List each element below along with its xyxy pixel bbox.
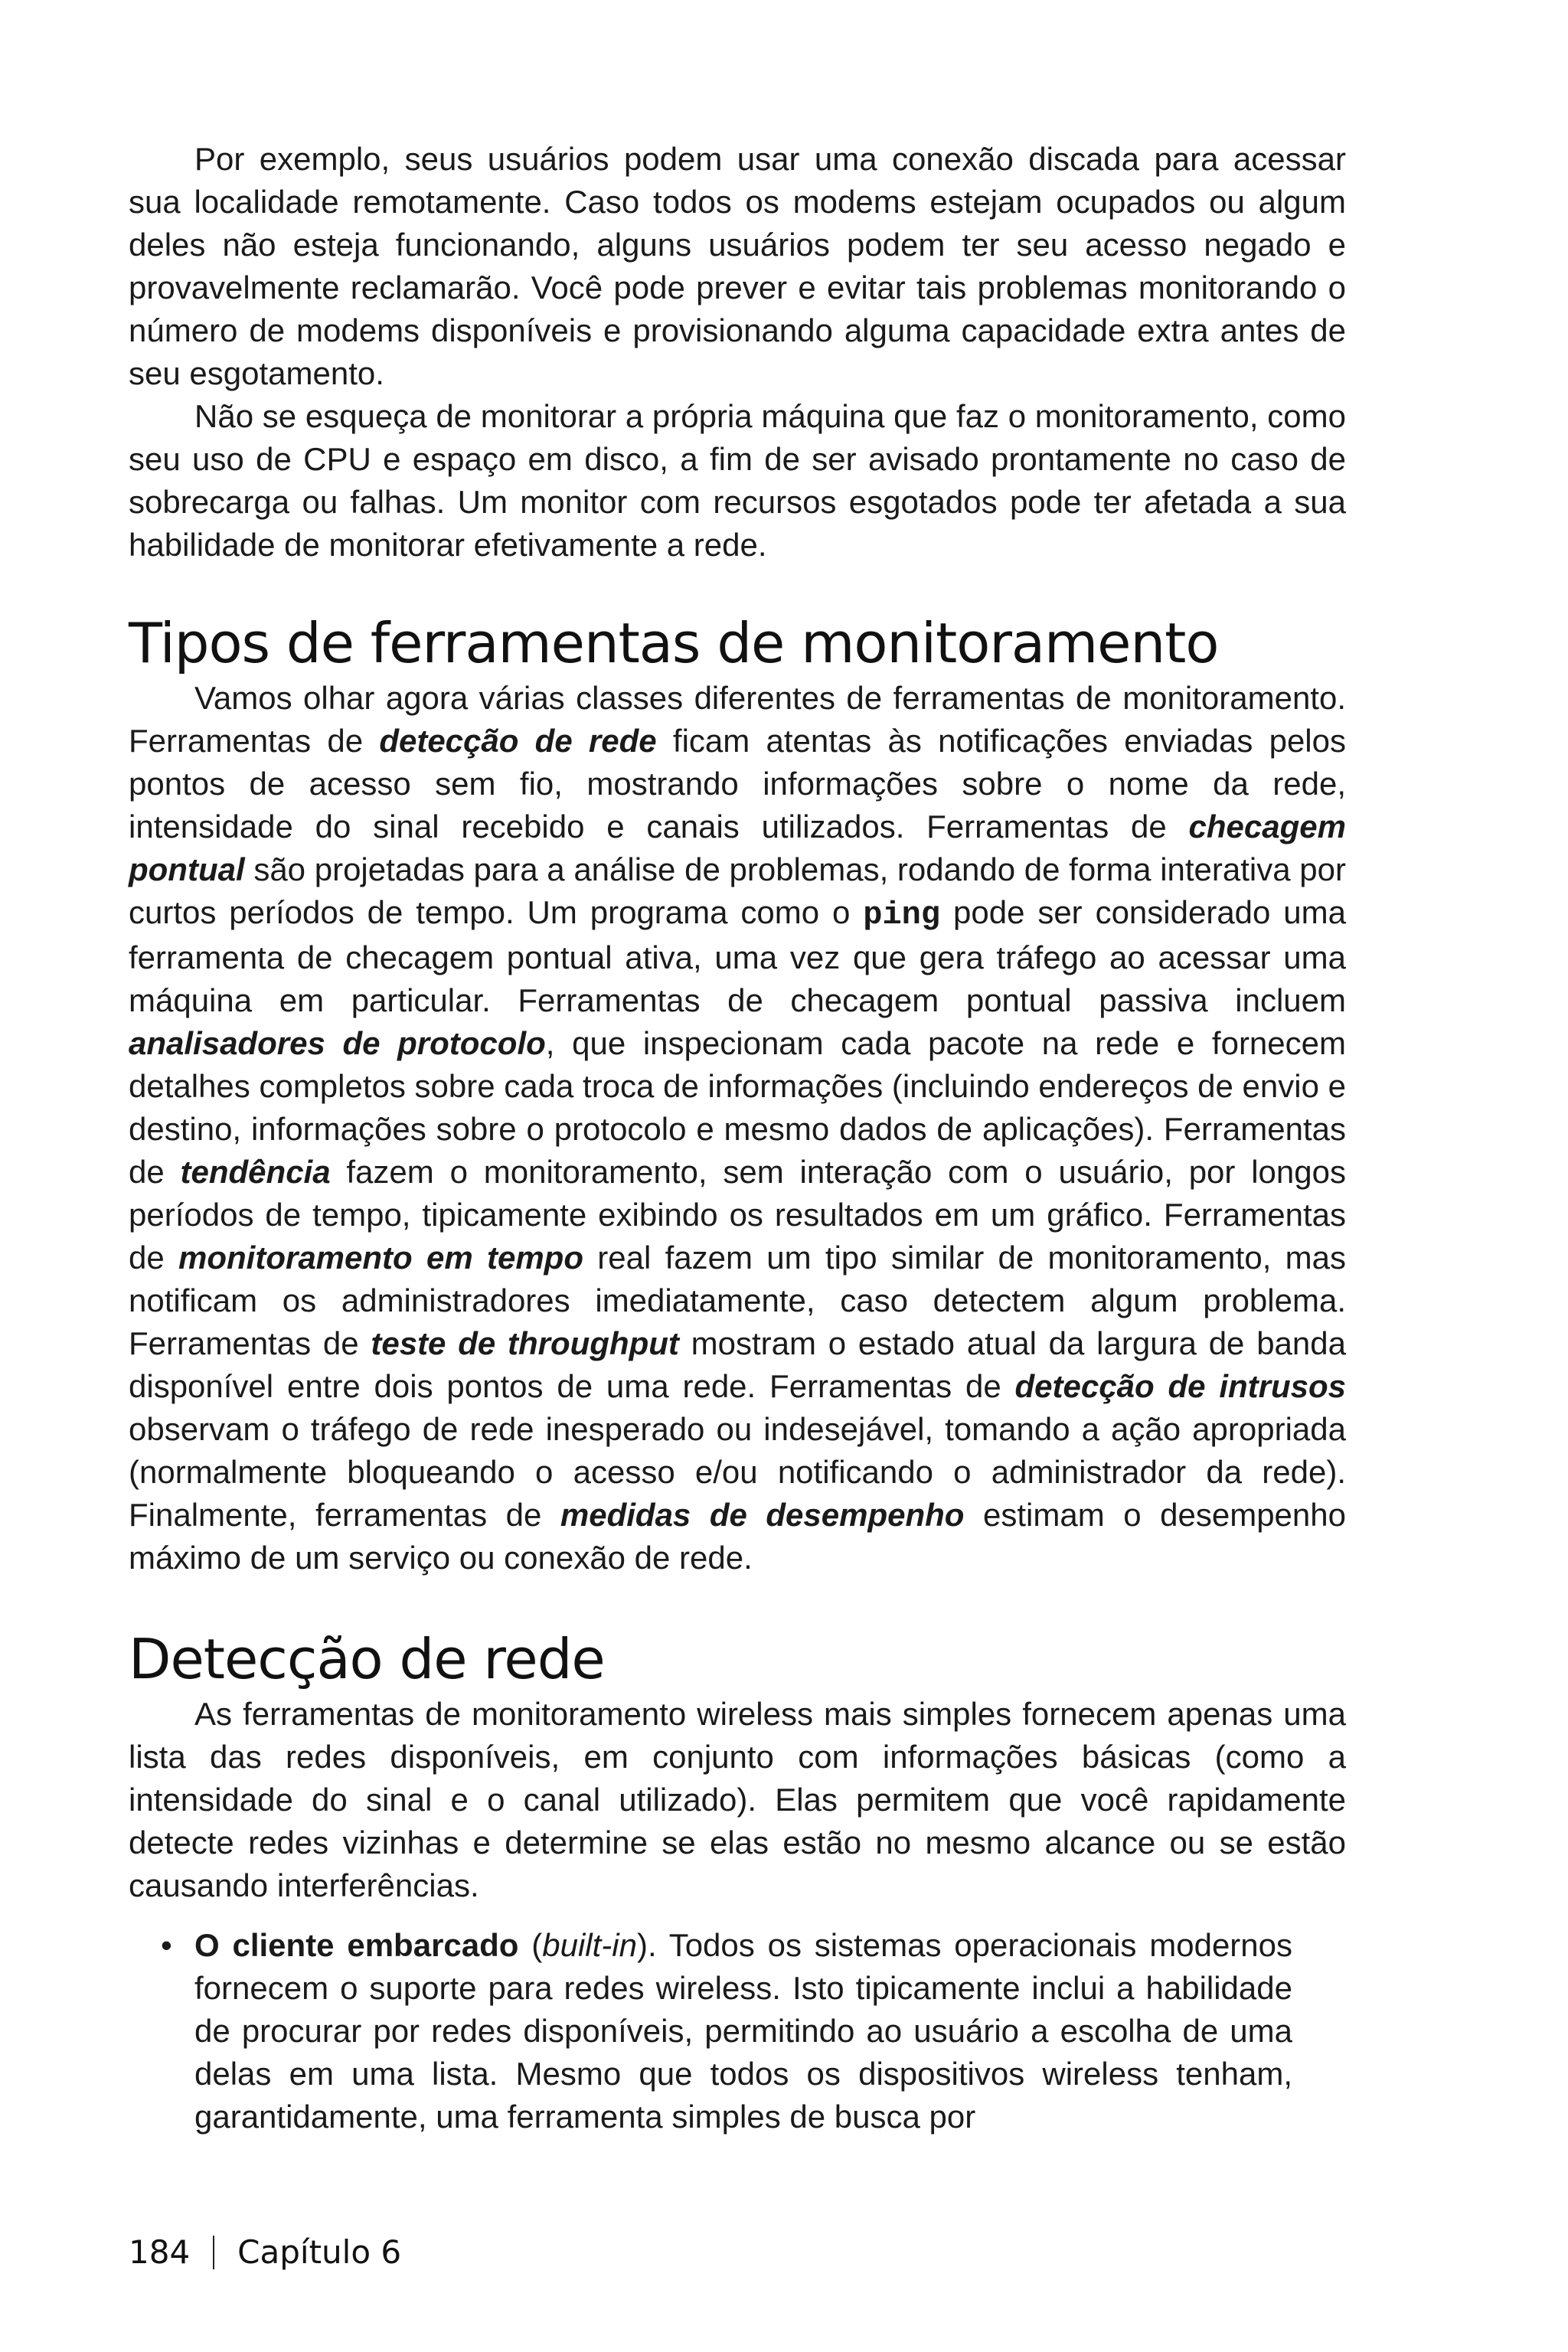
page-number: 184 (129, 2233, 191, 2271)
bullet-icon: • (161, 1927, 172, 1963)
bullet-text: Todos os sistemas operacionais modernos fornecem o suporte para redes wireless. Isto tipicamente inclui a habilidade de procurar por redes disponíveis, permitindo ao usuário a escolha de uma delas em uma lista. Mesmo que todos os dispositivos wireless tenham, garantidamente, uma ferramenta simples de busca por (194, 1927, 1293, 2135)
section-heading-monitoring-tools: Tipos de ferramentas de monitoramento (129, 611, 1219, 675)
text-run: ). (636, 1927, 669, 1963)
text-run: são projetadas para a análise de problemas, rodando de forma interativa por curtos períodos de tempo. Um programa como o (129, 851, 1346, 930)
term-intrusion-detection: detecção de intrusos (1014, 1368, 1347, 1404)
text-run: estimam o desempenho máximo de um serviço ou conexão de rede. (129, 1497, 1346, 1576)
intro-paragraph-2: Não se esqueça de monitorar a própria máquina que faz o monitoramento, como seu uso de CPU e espaço em disco, a fim de ser avisado prontamente no caso de sobrecarga ou falhas. Um monitor com recursos esgotados pode ter afetada a sua habilidade de monitorar efetivamente a rede. (129, 398, 1346, 563)
page-footer (129, 2231, 401, 2274)
page-body (129, 138, 1346, 2138)
term-throughput-test: teste de throughput (371, 1325, 679, 1361)
text-run: ( (518, 1927, 543, 1963)
text-run: fazem o monitoramento, sem interação com o usuário, por longos períodos de tempo, tipicamente exibindo os resultados em um gráfico. Ferramentas de (129, 1154, 1346, 1276)
term-protocol-analyzers: analisadores de protocolo (129, 1025, 546, 1061)
chapter-label: Capítulo 6 (237, 2233, 402, 2271)
intro-paragraph-1: Por exemplo, seus usuários podem usar uma conexão discada para acessar sua localidade remotamente. Caso todos os modems estejam ocupados ou algum deles não esteja funcionando, alguns usuários podem ter seu acesso negado e provavelmente reclamarão. Você pode prever e evitar tais problemas monitorando o número de modems disponíveis e provisionando alguma capacidade extra antes de seu esgotamento. (129, 141, 1346, 391)
footer-divider (213, 2236, 214, 2269)
term-network-detection: detecção de rede (379, 723, 657, 759)
monitoring-tools-paragraph (129, 677, 1346, 1579)
text-run: observam o tráfego de rede inesperado ou indesejável, tomando a ação apropriada (normalmente bloqueando o acesso e/ou notificando o administrador da rede). Finalmente, ferramentas de (129, 1411, 1346, 1533)
text-run: ficam atentas às notificações enviadas pelos pontos de acesso sem fio, mostrando informações sobre o nome da rede, intensidade do sinal recebido e canais utilizados. Ferramentas de (129, 723, 1346, 844)
code-ping: ping (863, 897, 941, 933)
text-run: mostram o estado atual da largura de banda disponível entre dois pontos de uma rede. Ferramentas de (129, 1325, 1346, 1404)
text-run: pode ser considerado uma ferramenta de checagem pontual ativa, uma vez que gera tráfego ao acessar uma máquina em particular. Ferramentas de checagem pontual passiva incluem (129, 894, 1346, 1018)
bullet-term-italic: built-in (542, 1927, 637, 1963)
network-detection-paragraph: As ferramentas de monitoramento wireless mais simples fornecem apenas uma lista das redes disponíveis, em conjunto com informações básicas (como a intensidade do sinal e o canal utilizado). Elas permitem que você rapidamente detecte redes vizinhas e determine se elas estão no mesmo alcance ou se estão causando interferências. (129, 1696, 1346, 1903)
bullet-term: O cliente embarcado (194, 1927, 519, 1963)
text-run: , que inspecionam cada pacote na rede e fornecem detalhes completos sobre cada troca de informações (incluindo endereços de envio e destino, informações sobre o protocolo e mesmo dados de aplicações). Ferramentas de (129, 1025, 1346, 1190)
text-run: real fazem um tipo similar de monitoramento, mas notificam os administradores imediatamente, caso detectem algum problema. Ferramentas de (129, 1240, 1346, 1361)
term-realtime-monitoring: monitoramento em tempo (178, 1240, 583, 1276)
tools-bullet-list (129, 1924, 1292, 2138)
list-item (161, 1924, 1293, 2138)
section-heading-network-detection: Detecção de rede (129, 1627, 605, 1691)
term-spot-check: checagem pontual (129, 808, 1346, 887)
text-run: Vamos olhar agora várias classes diferentes de ferramentas de monitoramento. Ferramentas de (129, 680, 1346, 759)
term-trend: tendência (180, 1154, 331, 1190)
term-performance-measures: medidas de desempenho (560, 1497, 965, 1533)
